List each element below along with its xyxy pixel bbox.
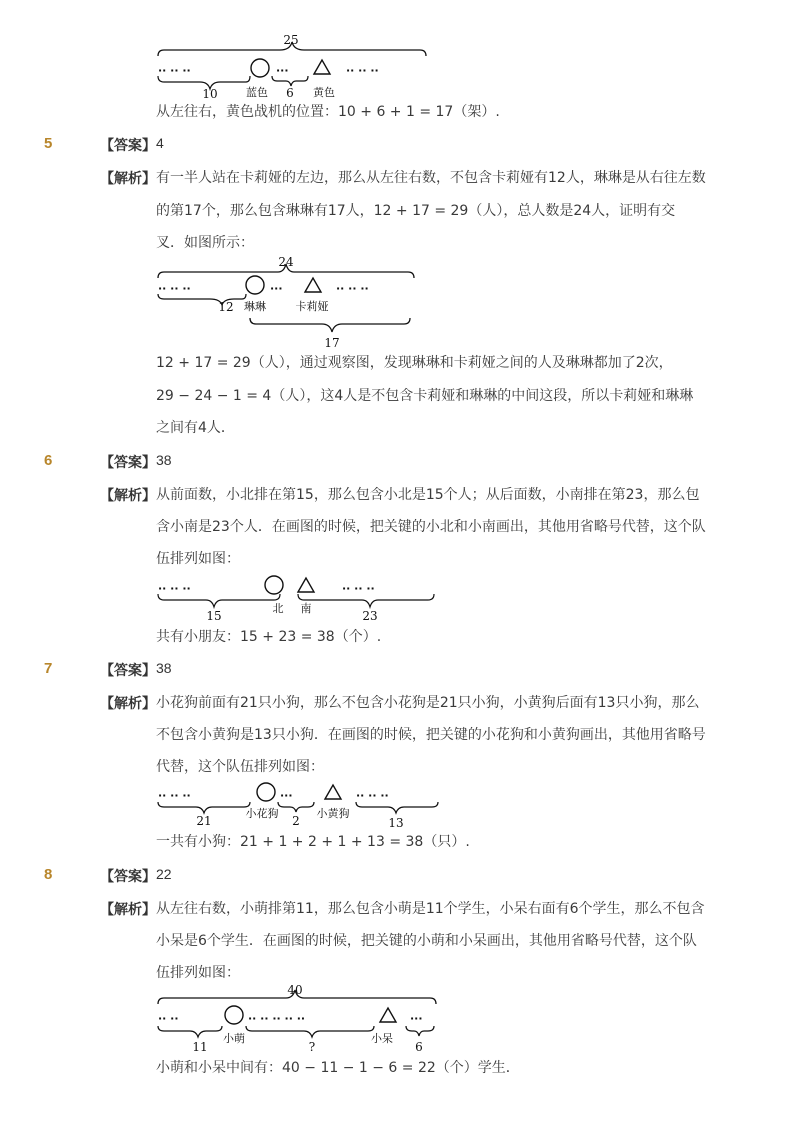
- queue-figure-5: [150, 982, 450, 1058]
- triangle-label: 卡莉娅: [295, 300, 329, 313]
- analysis-tag: 【解析】: [100, 696, 156, 712]
- analysis-line: 的第17个，那么包含琳琳有17人，12 + 17 = 29（人），总人数是24人，证明有交: [156, 203, 676, 219]
- svg-text:·· ·· ·· ·· ··: ·· ·· ·· ·· ··: [248, 1012, 306, 1025]
- question-number: 7: [44, 660, 53, 677]
- svg-text:·· ·· ··: ·· ·· ··: [158, 582, 191, 595]
- svg-text:···: ···: [280, 789, 293, 802]
- analysis-line: 不包含小黄狗是13只小狗．在画图的时候，把关键的小花狗和小黄狗画出，其他用省略号: [156, 727, 706, 743]
- answer-value: 38: [156, 452, 172, 468]
- left-count: 15: [206, 609, 222, 623]
- question-number: 8: [44, 866, 53, 883]
- queue-figure-4: [150, 775, 450, 833]
- left-count: 10: [202, 87, 218, 101]
- solution-line: 从左往右，黄色战机的位置：10 + 6 + 1 = 17（架）.: [156, 104, 500, 120]
- triangle-label: 小黄狗: [316, 807, 350, 820]
- circle-label: 蓝色: [246, 86, 268, 99]
- svg-text:·· ·· ··: ·· ·· ··: [158, 282, 191, 295]
- answer-tag: 【答案】: [100, 455, 156, 471]
- analysis-line: 小花狗前面有21只小狗，那么不包含小花狗是21只小狗，小黄狗后面有13只小狗，那么: [156, 695, 700, 711]
- analysis-line: 有一半人站在卡莉娅的左边，那么从左往右数，不包含卡莉娅有12人，琳琳是从右往左数: [156, 170, 706, 186]
- svg-text:···: ···: [270, 282, 283, 295]
- triangle-label: 黄色: [313, 86, 335, 99]
- svg-text:·· ·· ··: ·· ·· ··: [158, 64, 191, 77]
- circle-marker: [246, 276, 264, 294]
- analysis-line: 从前面数，小北排在第15，那么包含小北是15个人；从后面数，小南排在第23，那么包: [156, 487, 700, 503]
- answer-tag: 【答案】: [100, 869, 156, 885]
- svg-text:·· ·· ··: ·· ·· ··: [342, 582, 375, 595]
- svg-text:·· ·· ··: ·· ·· ··: [356, 789, 389, 802]
- analysis-line: 含小南是23个人．在画图的时候，把关键的小北和小南画出，其他用省略号代替，这个队: [156, 519, 706, 535]
- analysis-line: 叉．如图所示：: [156, 235, 254, 251]
- analysis-line: 一共有小狗：21 + 1 + 2 + 1 + 13 = 38（只）.: [156, 834, 470, 850]
- analysis-line: 小呆是6个学生．在画图的时候，把关键的小萌和小呆画出，其他用省略号代替，这个队: [156, 933, 697, 949]
- analysis-line: 伍排列如图：: [156, 965, 240, 981]
- answer-tag: 【答案】: [100, 663, 156, 679]
- left-count: 12: [218, 300, 234, 314]
- answer-value: 38: [156, 660, 172, 676]
- mid-count: ?: [308, 1040, 316, 1054]
- analysis-tag: 【解析】: [100, 902, 156, 918]
- queue-figure-2: [150, 254, 430, 352]
- question-number: 6: [44, 452, 53, 469]
- total-label: 40: [287, 983, 303, 997]
- triangle-label: 南: [300, 602, 312, 615]
- left-count: 11: [192, 1040, 208, 1054]
- analysis-line: 小萌和小呆中间有：40 − 11 − 1 − 6 = 22（个）学生．: [156, 1060, 520, 1076]
- svg-text:·· ·· ··: ·· ·· ··: [158, 789, 191, 802]
- circle-label: 小萌: [223, 1032, 245, 1045]
- circle-label: 琳琳: [244, 300, 266, 313]
- right-count: 23: [362, 609, 378, 623]
- analysis-line: 从左往右数，小萌排第11，那么包含小萌是11个学生，小呆右面有6个学生，那么不包含: [156, 901, 705, 917]
- analysis-line: 伍排列如图：: [156, 551, 240, 567]
- answer-value: 22: [156, 866, 172, 882]
- triangle-label: 小呆: [371, 1032, 393, 1045]
- svg-text:···: ···: [276, 64, 289, 77]
- mid-count: 6: [286, 86, 294, 100]
- svg-text:···: ···: [410, 1012, 423, 1025]
- bottom-count: 17: [324, 336, 340, 350]
- analysis-tag: 【解析】: [100, 488, 156, 504]
- queue-figure-3: [150, 570, 450, 628]
- right-count: 13: [388, 816, 404, 830]
- circle-marker: [251, 59, 269, 77]
- svg-text:·· ·· ··: ·· ·· ··: [346, 64, 379, 77]
- answer-tag: 【答案】: [100, 138, 156, 154]
- right-count: 6: [415, 1040, 423, 1054]
- analysis-line: 共有小朋友：15 + 23 = 38（个）.: [156, 629, 382, 645]
- mid-count: 2: [292, 814, 300, 828]
- analysis-line: 29 − 24 − 1 = 4（人），这4人是不包含卡莉娅和琳琳的中间这段，所以卡莉娅和琳琳: [156, 388, 694, 404]
- left-count: 21: [196, 814, 212, 828]
- question-number: 5: [44, 135, 53, 152]
- answer-value: 4: [156, 135, 164, 151]
- svg-text:·· ··: ·· ··: [158, 1012, 179, 1025]
- analysis-line: 代替，这个队伍排列如图：: [156, 759, 324, 775]
- circle-marker: [265, 576, 283, 594]
- queue-figure-1: [150, 34, 440, 102]
- total-label: 24: [278, 255, 294, 269]
- analysis-tag: 【解析】: [100, 171, 156, 187]
- circle-marker: [257, 783, 275, 801]
- circle-label: 小花狗: [245, 807, 279, 820]
- total-label: 25: [283, 34, 299, 47]
- circle-label: 北: [272, 602, 284, 615]
- analysis-line: 12 + 17 = 29（人），通过观察图，发现琳琳和卡莉娅之间的人及琳琳都加了2次，: [156, 355, 673, 371]
- svg-text:·· ·· ··: ·· ·· ··: [336, 282, 369, 295]
- analysis-line: 之间有4人．: [156, 420, 235, 436]
- circle-marker: [225, 1006, 243, 1024]
